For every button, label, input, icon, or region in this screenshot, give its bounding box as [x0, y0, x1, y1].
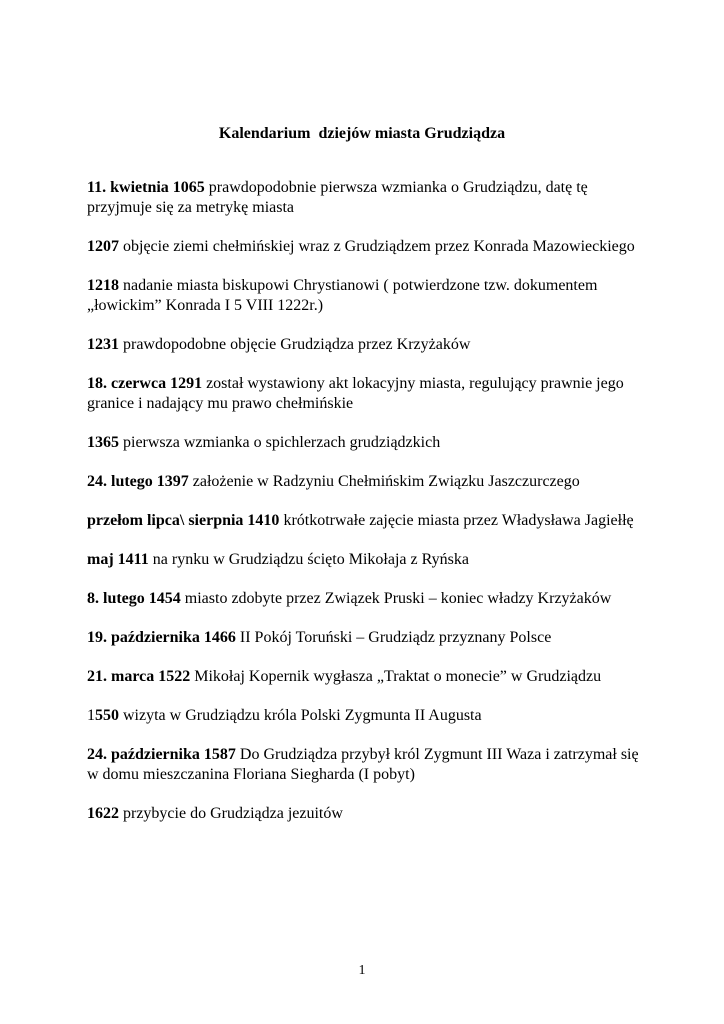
entry-date-prefix: 1 — [87, 707, 95, 724]
entry-text: prawdopodobne objęcie Grudziądza przez Krzyżaków — [119, 336, 471, 353]
entry-text: nadanie miasta biskupowi Chrystianowi ( potwierdzone tzw. dokumentem „łowickim” Konrada I 5 VIII 1222r.) — [87, 277, 598, 314]
entry-text: krótkotrwałe zajęcie miasta przez Władysława Jagiełłę — [279, 512, 634, 529]
entry-date: 8. lutego 1454 — [87, 590, 181, 607]
chronology-entry — [87, 237, 647, 257]
entry-text: miasto zdobyte przez Związek Pruski – koniec władzy Krzyżaków — [180, 590, 612, 607]
entry-date: 1218 — [87, 277, 119, 294]
chronology-entry — [87, 374, 647, 414]
entry-text: wizyta w Grudziądzu króla Polski Zygmunta II Augusta — [119, 707, 482, 724]
entry-text: II Pokój Toruński – Grudziądz przyznany Polsce — [235, 629, 552, 646]
entry-date: 21. marca 1522 — [87, 668, 191, 685]
entry-text: przybycie do Grudziądza jezuitów — [119, 805, 343, 822]
entry-date: przełom lipca\ sierpnia 1410 — [87, 512, 280, 529]
entry-date: 24. października 1587 — [87, 746, 236, 763]
chronology-entry — [87, 550, 647, 570]
entry-text: został wystawiony akt lokacyjny miasta, regulujący prawnie jego granice i nadający mu prawo chełmińskie — [87, 375, 624, 412]
entry-date: 18. czerwca 1291 — [87, 375, 203, 392]
entry-date: 1365 — [87, 434, 119, 451]
chronology-entry — [87, 511, 647, 531]
chronology-entry — [87, 706, 647, 726]
chronology-entry — [87, 804, 647, 824]
page-number: 1 — [358, 963, 366, 978]
entry-text: na rynku w Grudziądzu ścięto Mikołaja z Ryńska — [148, 551, 469, 568]
entry-text: założenie w Radzyniu Chełmińskim Związku Jaszczurczego — [188, 473, 580, 490]
entry-date: maj 1411 — [87, 551, 149, 568]
chronology-entry — [87, 745, 647, 785]
entry-date: 1231 — [87, 336, 119, 353]
entry-text: pierwsza wzmianka o spichlerzach grudziądzkich — [119, 434, 441, 451]
chronology-entry — [87, 335, 647, 355]
entry-date: 24. lutego 1397 — [87, 473, 189, 490]
entry-text: prawdopodobnie pierwsza wzmianka o Grudziądzu, datę tę przyjmuje się za metrykę miasta — [87, 179, 588, 216]
chronology-entry — [87, 472, 647, 492]
chronology-entry — [87, 667, 647, 687]
entry-text: Mikołaj Kopernik wygłasza „Traktat o monecie” w Grudziądzu — [190, 668, 602, 685]
entry-date: 19. października 1466 — [87, 629, 236, 646]
chronology-list — [87, 178, 647, 843]
entry-text: Do Grudziądza przybył król Zygmunt III Waza i zatrzymał się w domu mieszczanina Floriana Siegharda (I pobyt) — [87, 746, 639, 783]
chronology-entry — [87, 433, 647, 453]
entry-date: 1207 — [87, 238, 119, 255]
entry-date: 550 — [95, 707, 119, 724]
entry-text: objęcie ziemi chełmińskiej wraz z Grudziądzem przez Konrada Mazowieckiego — [119, 238, 635, 255]
chronology-entry — [87, 276, 647, 316]
chronology-entry — [87, 628, 647, 648]
chronology-entry — [87, 178, 647, 218]
chronology-entry — [87, 589, 647, 609]
document-title: Kalendarium dziejów miasta Grudziądza — [218, 125, 506, 142]
entry-date: 1622 — [87, 805, 119, 822]
entry-date: 11. kwietnia 1065 — [87, 179, 205, 196]
